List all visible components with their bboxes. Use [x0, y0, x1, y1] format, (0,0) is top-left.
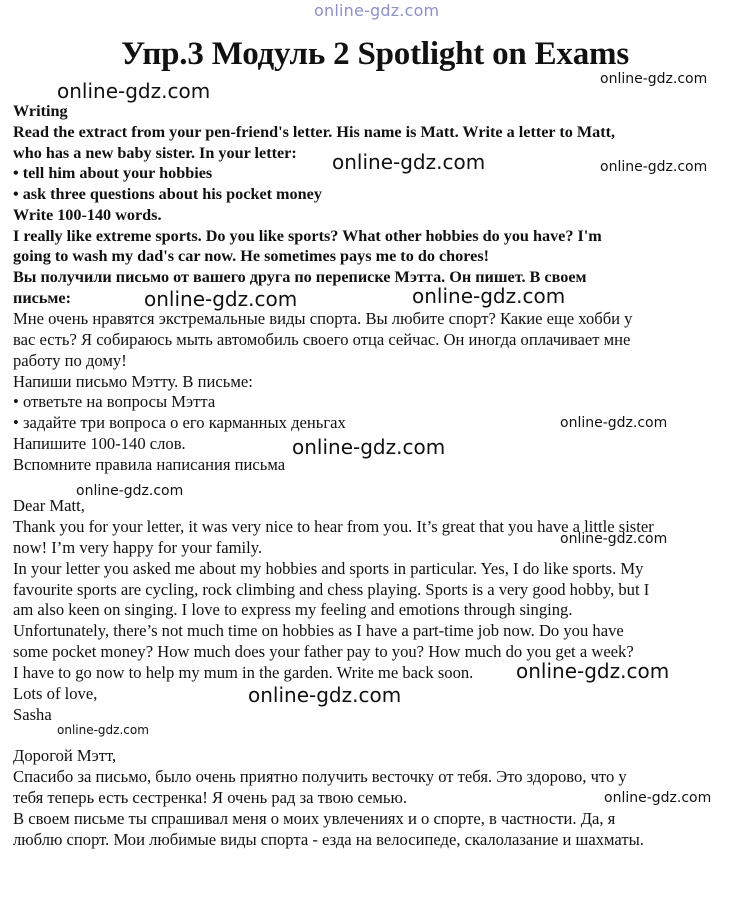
watermark: online-gdz.com	[600, 71, 708, 87]
translation-line: Мне очень нравятся экстремальные виды спорта. Вы любите спорт? Какие еще хобби у	[13, 309, 633, 328]
watermark: online-gdz.com	[516, 659, 670, 683]
watermark: online-gdz.com	[292, 435, 446, 459]
page-title: Упр.3 Модуль 2 Spotlight on Exams	[121, 36, 629, 72]
letter-line: In your letter you asked me about my hobbies and sports in particular. Yes, I do like sports. My	[13, 559, 644, 578]
task-line-ru: Вы получили письмо от вашего друга по переписке Мэтта. Он пишет. В своем	[13, 268, 587, 286]
task-line: Write 100-140 words.	[13, 206, 162, 224]
letter-ru-line: тебя теперь есть сестренка! Я очень рад за твою семью.	[13, 788, 408, 807]
watermark: online-gdz.com	[332, 150, 486, 174]
letter-line: I have to go now to help my mum in the garden. Write me back soon.	[13, 663, 474, 682]
watermark: online-gdz.com	[560, 531, 668, 547]
translation-line: вас есть? Я собираюсь мыть автомобиль своего отца сейчас. Он иногда оплачивает мне	[13, 330, 631, 349]
watermark: online-gdz.com	[144, 287, 298, 311]
watermark: online-gdz.com	[57, 79, 211, 103]
translation-bullet: • ответьте на вопросы Мэтта	[13, 392, 216, 411]
translation-line: работу по дому!	[13, 351, 127, 370]
task-line: Read the extract from your pen-friend's letter. His name is Matt. Write a letter to Matt,	[13, 123, 616, 141]
watermark: online-gdz.com	[412, 284, 566, 308]
task-bullet: • tell him about your hobbies	[13, 164, 213, 182]
translation-line: Вспомните правила написания письма	[13, 455, 286, 474]
letter-greeting: Dear Matt,	[13, 496, 85, 515]
watermark: online-gdz.com	[560, 415, 668, 431]
watermark: online-gdz.com	[57, 723, 149, 737]
watermark: online-gdz.com	[76, 483, 184, 499]
letter-line: Thank you for your letter, it was very nice to hear from you. It’s great that you have a little sister	[13, 517, 654, 536]
letter-ru-line: Спасибо за письмо, было очень приятно получить весточку от тебя. Это здорово, что у	[13, 767, 627, 786]
task-extract: going to wash my dad's car now. He sometimes pays me to do chores!	[13, 247, 490, 265]
task-line: who has a new baby sister. In your letter:	[13, 144, 297, 162]
letter-closing: Lots of love,	[13, 684, 98, 703]
task-extract: I really like extreme sports. Do you like sports? What other hobbies do you have? I'm	[13, 227, 602, 245]
translation-line: Напишите 100-140 слов.	[13, 434, 186, 453]
watermark: online-gdz.com	[604, 790, 712, 806]
task-bullet: • ask three questions about his pocket money	[13, 185, 322, 203]
watermark: online-gdz.com	[248, 683, 402, 707]
letter-line: am also keen on singing. I love to express my feeling and emotions through singing.	[13, 600, 573, 619]
watermark-top: online-gdz.com	[314, 1, 440, 20]
letter-ru-line: В своем письме ты спрашивал меня о моих увлечениях и о спорте, в частности. Да, я	[13, 809, 616, 828]
watermark: online-gdz.com	[600, 159, 708, 175]
translation-bullet: • задайте три вопроса о его карманных деньгах	[13, 413, 346, 432]
translation-line: Напиши письмо Мэтту. В письме:	[13, 372, 253, 391]
letter-signature: Sasha	[13, 705, 52, 724]
letter-line: Unfortunately, there’s not much time on hobbies as I have a part-time job now. Do you have	[13, 621, 624, 640]
task-line-ru: письме:	[13, 289, 71, 307]
letter-ru-line: люблю спорт. Мои любимые виды спорта - езда на велосипеде, скалолазание и шахматы.	[13, 830, 644, 849]
letter-line: some pocket money? How much does your father pay to you? How much do you get a week?	[13, 642, 634, 661]
letter-line: now! I’m very happy for your family.	[13, 538, 263, 557]
letter-line: favourite sports are cycling, rock climbing and chess playing. Sports is a very good hobby, but I	[13, 580, 650, 599]
task-heading: Writing	[13, 102, 68, 120]
letter-ru-greeting: Дорогой Мэтт,	[13, 746, 117, 765]
